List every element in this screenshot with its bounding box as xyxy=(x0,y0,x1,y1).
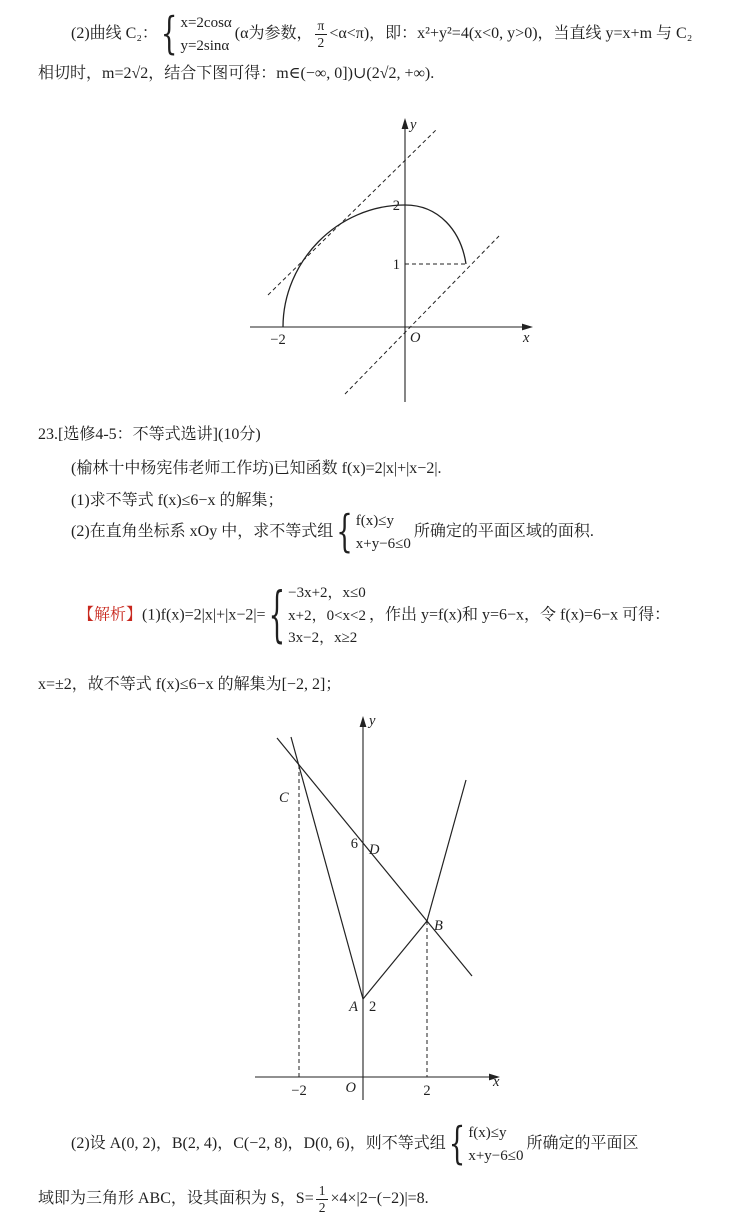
piecewise-function-group xyxy=(269,582,366,650)
analysis-tag: 【解析】 xyxy=(78,606,143,624)
text-run: ×4×|2−(−2)|=8. xyxy=(330,1190,429,1207)
point-b-label: B xyxy=(434,918,443,934)
text-run: (2)设 A(0, 2)，B(2, 4)，C(−2, 8)，D(0, 6)，则不等式组 xyxy=(71,1135,446,1153)
origin-label: O xyxy=(345,1080,356,1096)
analysis-paragraph xyxy=(30,582,702,650)
f-middle-branch-line xyxy=(363,921,427,999)
analysis-result-line xyxy=(38,668,694,702)
brace-glyph: { xyxy=(336,507,353,558)
y-tick-2-label: 2 xyxy=(392,198,400,214)
question-23-heading xyxy=(38,418,694,452)
fraction-one-half xyxy=(316,1183,329,1215)
parametric-equations-group xyxy=(160,9,232,60)
f-right-branch-line xyxy=(427,780,466,921)
text-run: (1)求不等式 f(x)≤6−x 的解集； xyxy=(71,492,284,509)
point-d-label: D xyxy=(369,842,380,858)
point-a-label: A xyxy=(349,999,358,1015)
text-run: 所确定的平面区域的面积. xyxy=(413,523,594,541)
fraction-numerator: π xyxy=(317,18,325,34)
paragraph-curve-c2 xyxy=(38,9,694,91)
text-run: 所确定的平面区 xyxy=(526,1135,639,1153)
text-run: (2)在直角坐标系 xOy 中，求不等式组 xyxy=(71,523,334,541)
y-axis-label: y xyxy=(410,117,417,133)
case-line: x+2，0<x<2 xyxy=(288,607,366,624)
text-run: 域即为三角形 ABC，设其面积为 S，S= xyxy=(38,1190,314,1207)
case-line: −3x+2，x≤0 xyxy=(288,585,366,601)
y-tick-1-label: 1 xyxy=(392,257,400,273)
brace-glyph: { xyxy=(160,9,178,60)
fraction-denominator: 2 xyxy=(316,1199,329,1216)
brace-glyph: { xyxy=(448,1119,466,1170)
x-tick-neg2-label: −2 xyxy=(291,1083,307,1099)
question-23-source-line xyxy=(71,452,701,486)
text-run: x=±2，故不等式 f(x)≤6−x 的解集为[−2, 2]； xyxy=(38,676,342,693)
brace-glyph: { xyxy=(268,581,286,651)
y-axis-arrow xyxy=(360,716,367,727)
heading-text: 23.[选修4-5：不等式选讲](10分) xyxy=(38,426,261,443)
inequality-system-group xyxy=(336,507,411,558)
fraction-denominator: 2 xyxy=(315,34,328,51)
f-left-branch-line xyxy=(291,737,363,999)
case-line: x+y−6≤0 xyxy=(468,1147,524,1164)
point-c-label: C xyxy=(279,790,289,806)
value-6-label: 6 xyxy=(350,836,358,852)
case-line: 3x−2，x≥2 xyxy=(288,630,358,646)
x-tick-2-label: 2 xyxy=(423,1083,431,1099)
fraction-pi-over-2 xyxy=(315,18,328,50)
y-axis-label: y xyxy=(369,713,376,729)
y-axis-arrow xyxy=(402,118,409,129)
conclusion-line1 xyxy=(38,1119,698,1170)
case-line: y=2sinα xyxy=(180,37,230,54)
semicircle-arc xyxy=(283,205,466,327)
conclusion-line2 xyxy=(38,1182,698,1216)
x-tick-neg2-label: −2 xyxy=(270,332,286,348)
fraction-numerator: 1 xyxy=(318,1183,326,1199)
text-run: (榆林十中杨宪伟老师工作坊)已知函数 f(x)=2|x|+|x−2|. xyxy=(71,460,442,477)
value-2-label: 2 xyxy=(369,999,377,1015)
text-run: (1)f(x)=2|x|+|x−2|= xyxy=(142,606,266,624)
boundary-dashed-line xyxy=(345,236,499,394)
case-line: x+y−6≤0 xyxy=(355,535,411,552)
text-run: (2)曲线 C₂： xyxy=(71,25,158,43)
x-axis-label: x xyxy=(523,330,530,346)
inequality-system-group xyxy=(448,1119,524,1170)
case-line: x=2cosα xyxy=(180,15,232,31)
text-run: (α为参数， xyxy=(234,25,313,43)
figure-region-triangle xyxy=(250,712,520,1110)
case-line: f(x)≤y xyxy=(468,1125,507,1141)
figure-semicircle-tangent xyxy=(240,112,540,408)
x-axis-label: x xyxy=(493,1074,500,1090)
question-23-part2 xyxy=(71,507,711,558)
case-line: f(x)≤y xyxy=(355,513,394,529)
origin-label: O xyxy=(410,330,421,346)
tangent-dashed-line xyxy=(268,129,437,295)
text-run: <α<π)，即：x²+y²=4(x<0, y>0)，当直线 y=x+m 与 C₂相切时，m=2√2，结合下图可得：m∈(−∞, 0])∪(2√2, +∞). xyxy=(38,25,693,82)
text-run: ，作出 y=f(x)和 y=6−x，令 f(x)=6−x 可得： xyxy=(369,606,671,624)
